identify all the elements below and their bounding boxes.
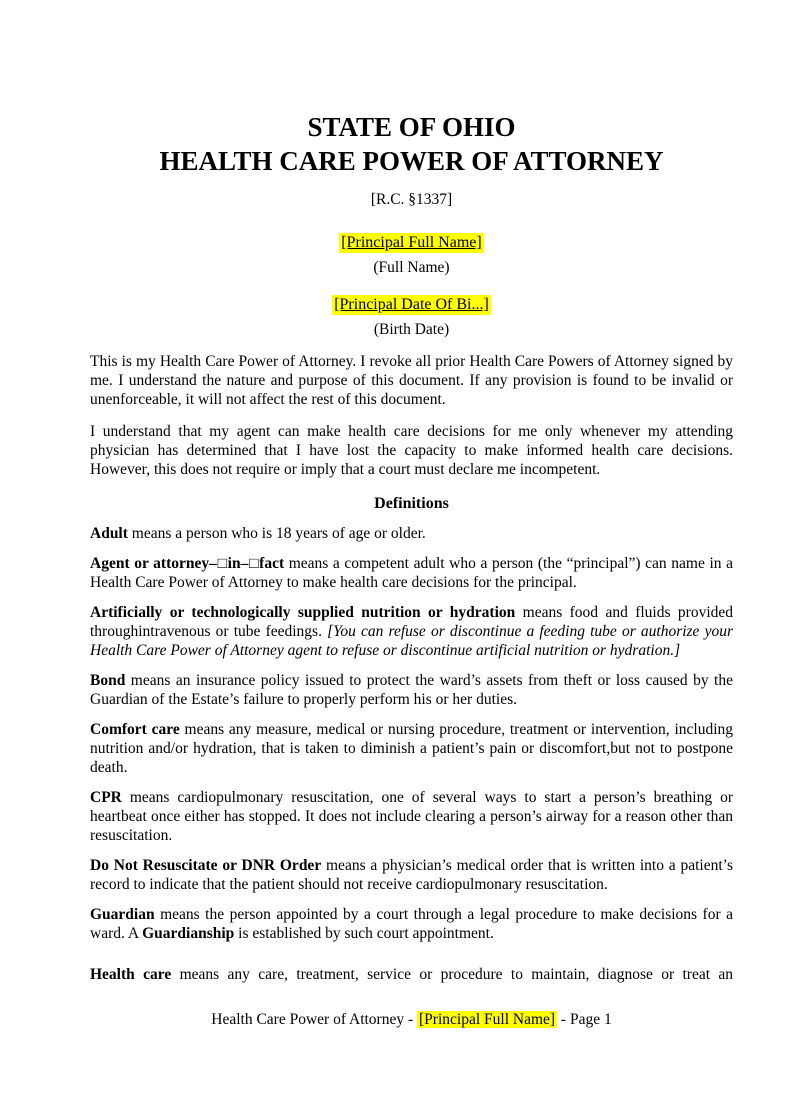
definition-paragraph-agent: Agent or attorney–□in–□fact means a competent adult who a person (the “principal”) can name in a Health Care Power of Attorney to make health care decisions for the principal. [90,555,733,591]
definition-paragraph-guardian: Guardian means the person appointed by a court through a legal procedure to make decisions for a ward. A Guardianship is established by such court appointment. [90,906,733,942]
definition-paragraph-nutrition: Artificially or technologically supplied nutrition or hydration means food and fluids provided throughintravenous or tube feedings. [You can refuse or discontinue a feeding tube or authorize your Health Care Power of Attorney agent to refuse or discontinue artificial nutrition or hydration.] [90,604,734,659]
definition-paragraph-health-care: Health care means any care, treatment, service or procedure to maintain, diagnose or treat an [90,966,734,983]
definition-paragraph-comfort-care: Comfort care means any measure, medical or nursing procedure, treatment or intervention, including nutrition and/or hydration, that is taken to diminish a patient’s pain or discomfort,but not to postpone death. [90,721,733,776]
definitions-heading: Definitions [374,495,449,512]
intro-paragraph-capacity: I understand that my agent can make health care decisions for me only whenever my attending physician has determined that I have lost the capacity to make informed health care decisions. However, this does not require or imply that a court must declare me incompetent. [90,423,733,478]
footer-suffix: - Page 1 [557,1011,612,1028]
document-title-line1: STATE OF OHIO [307,112,516,142]
definition-paragraph-bond: Bond means an insurance policy issued to protect the ward’s assets from theft or loss caused by the Guardian of the Estate’s failure to properly perform his or her duties. [90,672,733,708]
footer-principal-name-field[interactable]: [Principal Full Name] [419,1011,556,1028]
birth-date-field[interactable]: [Principal Date Of Bi...] [334,296,489,313]
definition-paragraph-dnr: Do Not Resuscitate or DNR Order means a physician’s medical order that is written into a patient’s record to indicate that the patient should not receive cardiopulmonary resuscitation. [90,857,733,893]
definition-paragraph-cpr: CPR means cardiopulmonary resuscitation, one of several ways to start a person’s breathing or heartbeat once either has stopped. It does not include clearing a person’s airway for a reason other than resuscitation. [90,789,733,844]
page-footer [90,1010,733,1029]
intro-paragraph-revocation: This is my Health Care Power of Attorney. I revoke all prior Health Care Powers of Attorney signed by me. I understand the nature and purpose of this document. If any provision is found to be invalid or unenforceable, it will not affect the rest of this document. [90,353,733,408]
statute-reference: [R.C. §1337] [370,191,453,208]
principal-name-field-block [90,233,733,277]
principal-name-field[interactable]: [Principal Full Name] [341,234,482,251]
document-title-line2: HEALTH CARE POWER OF ATTORNEY [159,146,664,176]
full-name-caption: (Full Name) [373,259,450,276]
birth-date-caption: (Birth Date) [373,321,450,338]
document-title [90,110,733,178]
footer-prefix: Health Care Power of Attorney - [211,1011,418,1028]
birth-date-field-block [90,295,733,339]
definition-paragraph-adult: Adult means a person who is 18 years of age or older. [90,525,426,542]
